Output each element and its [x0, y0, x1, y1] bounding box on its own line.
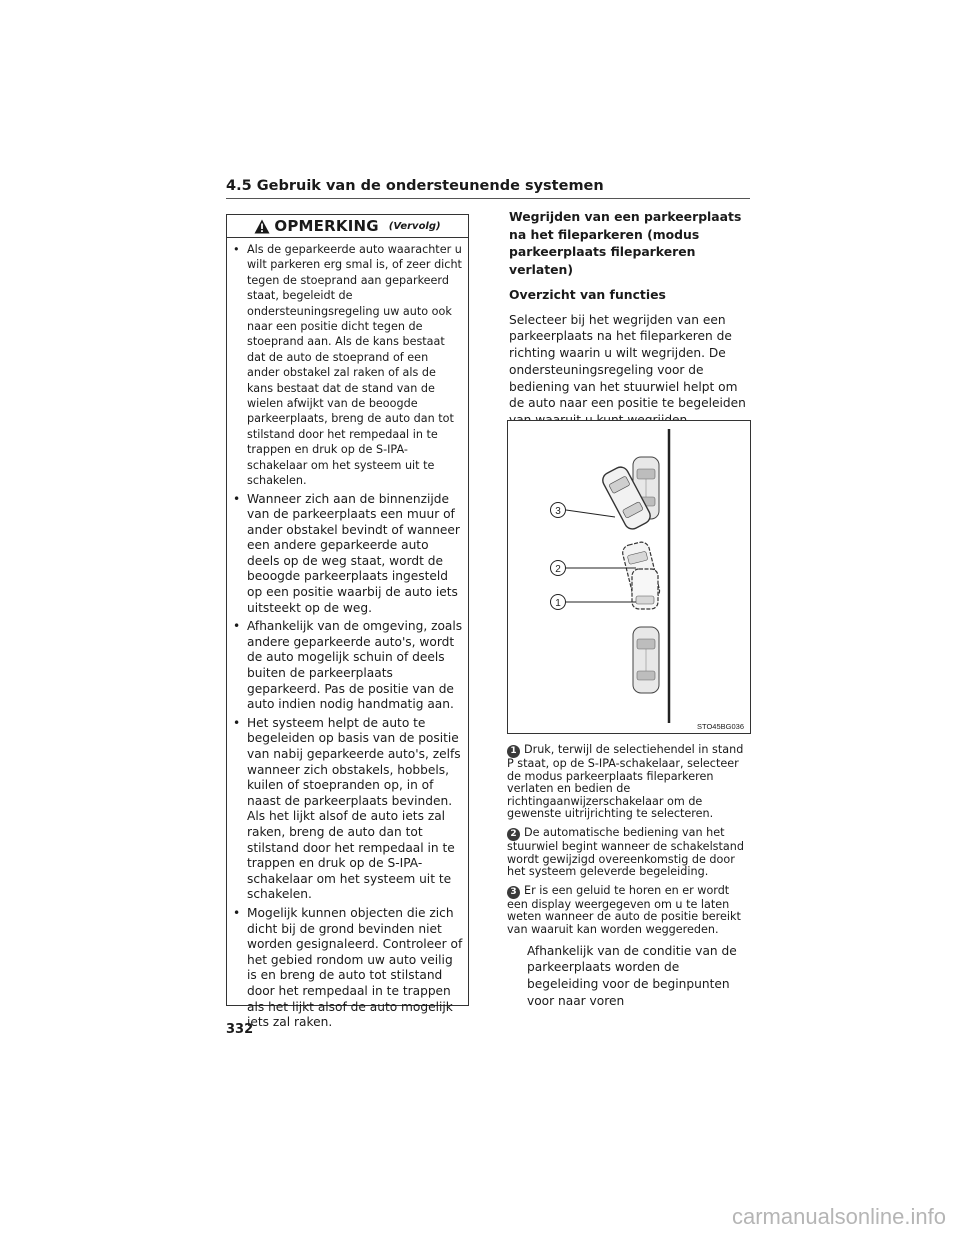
car-position-1 [632, 569, 658, 609]
step-text: Er is een geluid te horen en er wordt een display weergegeven om u te laten weten wanneer de auto de positie bereikt van waaruit kan worden weggereden. [507, 883, 741, 936]
step-text: Druk, terwijl de selectiehendel in stand P staat, op de S-IPA-schakelaar, selecteer de modus parkeerplaats fileparkeren verlaten en bedien de richtingaanwijzerschakelaar om de gewenste uitrijrichting te selecteren. [507, 743, 744, 821]
callout-line-3 [566, 510, 615, 517]
note-bullet: • Mogelijk kunnen objecten die zich dicht bij de grond bevinden niet worden gesignaleerd. Controleer of het gebied rondom uw auto veilig is en breng de auto tot stilstand door het rempedaal in te trappen als het lijkt alsof de auto mogelijk iets zal raken. [231, 906, 464, 1031]
right-column [509, 208, 751, 429]
warning-icon [254, 219, 270, 234]
step-text: De automatische bediening van het stuurwiel begint wanneer de schakelstand wordt gewijzigd overeenkomstig de door het systeem geleverde begeleiding. [507, 825, 744, 879]
callout-2 [551, 561, 566, 576]
parking-illustration [507, 420, 751, 734]
svg-text:1: 1 [555, 598, 561, 609]
svg-text:3: 3 [555, 506, 561, 517]
step-item [507, 885, 753, 937]
section-header: 4.5 Gebruik van de ondersteunende systemen [226, 178, 750, 199]
parking-diagram [508, 421, 750, 733]
step-item [507, 744, 753, 821]
note-bullet: • Als de geparkeerde auto waarachter u wilt parkeren erg smal is, of zeer dicht tegen de stoeprand aan geparkeerd staat, begeleidt de ondersteuningsregeling uw auto ook naar een positie dicht tegen de stoeprand aan. Als de kans bestaat dat de auto de stoeprand of een ander obstakel zal raken of als de kans bestaat dat de stand van de wielen afwijkt van de beoogde parkeerplaats, breng de auto dan tot stilstand door het rempedaal in te trappen en druk op de S-IPA-schakelaar om het systeem uit te schakelen. [231, 242, 464, 489]
watermark: carmanualsonline.info [731, 1204, 946, 1229]
section-subheading: Overzicht van functies [509, 287, 666, 302]
step-number-badge: 1 [507, 745, 520, 758]
steps-list [507, 744, 753, 1010]
step-number-badge: 2 [507, 828, 520, 841]
callout-3 [551, 503, 566, 518]
note-header [227, 215, 468, 238]
section-heading: Wegrijden van een parkeerplaats na het fileparkeren (modus parkeerplaats fileparkeren verlaten) [509, 209, 742, 277]
parked-car-rear [633, 627, 659, 693]
page-number: 332 [226, 1022, 254, 1037]
note-bullet: • Wanneer zich aan de binnenzijde van de parkeerplaats een muur of ander obstakel bevindt of wanneer een andere geparkeerde auto deels op de weg staat, wordt de beoogde parkeerplaats ingesteld op een positie waarbij de auto iets uitsteekt op de weg. [231, 492, 464, 617]
note-title: OPMERKING [274, 217, 379, 235]
step-item [507, 827, 753, 879]
step-number-badge: 3 [507, 886, 520, 899]
svg-text:2: 2 [555, 564, 561, 575]
note-body [227, 238, 468, 1031]
figure-code: STO45BG036 [697, 722, 744, 731]
note-continued-label: (Vervolg) [388, 220, 441, 232]
continuation-paragraph: Afhankelijk van de conditie van de parkeerplaats worden de begeleiding voor de beginpunten voor naar voren [527, 943, 737, 1008]
note-bullet: • Afhankelijk van de omgeving, zoals andere geparkeerde auto's, wordt de auto mogelijk schuin of deels buiten de parkeerplaats geparkeerd. Pas de positie van de auto indien nodig handmatig aan. [231, 619, 464, 713]
intro-paragraph: Selecteer bij het wegrijden van een parkeerplaats na het fileparkeren de richting waarin u wilt wegrijden. De ondersteuningsregeling voor de bediening van het stuurwiel helpt om de auto naar een positie te begeleiden [509, 312, 746, 411]
callout-1 [551, 595, 566, 610]
note-bullet: • Het systeem helpt de auto te begeleiden op basis van de positie van nabij geparkeerde auto's, zelfs wanneer zich obstakels, hobbels, kuilen of stoepranden op, in of naast de parkeerplaats bevinden. Als het lijkt alsof de auto iets zal raken, breng de auto dan tot stilstand door het rempedaal in te trappen en druk op de S-IPA-schakelaar om het systeem uit te schakelen. [231, 716, 464, 903]
